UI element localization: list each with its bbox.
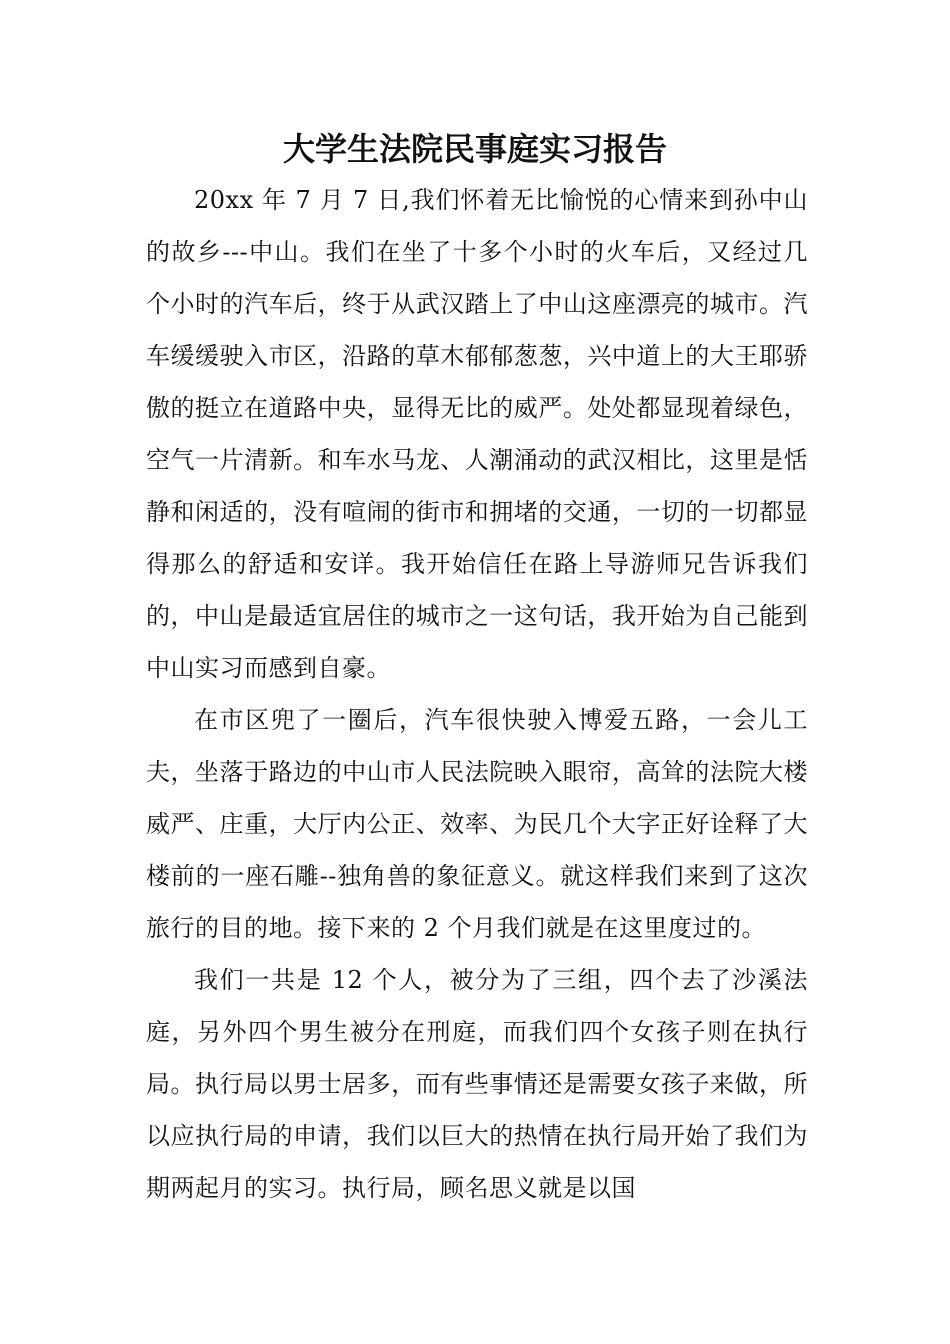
paragraph: 我们一共是 12 个人，被分为了三组，四个去了沙溪法庭，另外四个男生被分在刑庭，而我们四个女孩子则在执行局。执行局以男士居多，而有些事情还是需要女孩子来做，所以应执行局的申请，我们以巨大的热情在执行局开始了我们为期两起月的实习。执行局，顾名思义就是以国 (146, 966, 808, 1202)
paragraph: 20xx 年 7 月 7 日,我们怀着无比愉悦的心情来到孙中山的故乡---中山。我们在坐了十多个小时的火车后，又经过几个小时的汽车后，终于从武汉踏上了中山这座漂亮的城市。汽车缓缓驶入市区，沿路的草木郁郁葱葱，兴中道上的大王耶骄傲的挺立在道路中央，显得无比的威严。处处都显现着绿色，空气一片清新。和车水马龙、人潮涌动的武汉相比，这里是恬静和闲适的，没有喧闹的街市和拥堵的交通，一切的一切都显得那么的舒适和安详。我开始信任在路上导游师兄告诉我们的，中山是最适宜居住的城市之一这句话，我开始为自己能到中山实习而感到自豪。 (146, 186, 808, 682)
document-body (146, 174, 808, 1214)
paragraph: 在市区兜了一圈后，汽车很快驶入博爱五路，一会儿工夫，坐落于路边的中山市人民法院映入眼帘，高耸的法院大楼威严、庄重，大厅内公正、效率、为民几个大字正好诠释了大楼前的一座石雕--独角兽的象征意义。就这样我们来到了这次旅行的目的地。接下来的 2 个月我们就是在这里度过的。 (146, 706, 808, 942)
document-title: 大学生法院民事庭实习报告 (282, 130, 667, 168)
